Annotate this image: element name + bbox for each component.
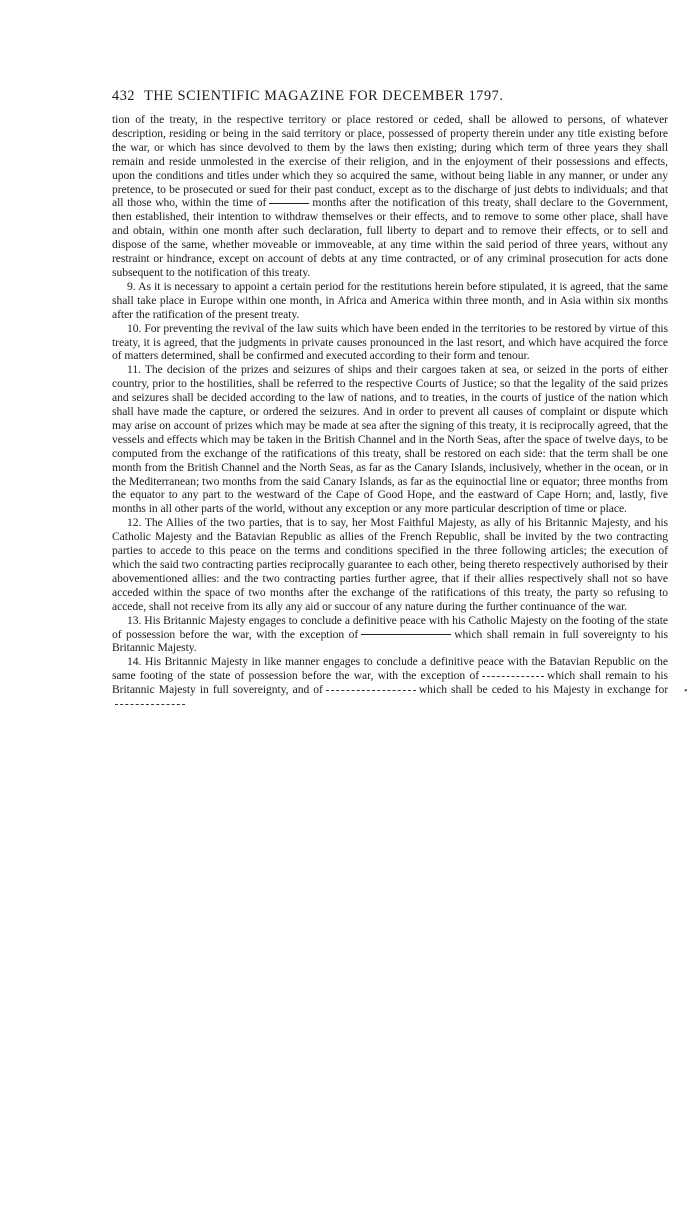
article-11: 11. The decision of the prizes and seizures of ships and their cargoes taken at sea, or seized in the ports of either country, prior to the hostilities, shall be referred to the respective Courts of Justice; so that the legality of the said prizes and seizures shall be decided according to the law of nations, and to treaties, in the courts of justice of the nation which shall have made the capture, or ordered the seizures. And in order to prevent all causes of complaint or dispute which may arise on account of prizes which may be made at sea after the signing of this treaty, it is reciprocally agreed, that the vessels and effects which may be taken in the British Channel and in the North Seas, after the space of twelve days, to be computed from the exchange of the ratifications of this treaty, shall be restored on each side: that the term shall be one month from the British Channel and the North Seas, as far as the Canary Islands, inclusively, whether in the ocean, or in the Mediterranean; two months from the said Canary Islands, as far as the equinoctial line or equator; three months from the equator to any part to the westward of the Cape of Good Hope, and the eastward of Cape Horn; and, lastly, five months in all other parts of the world, without any exception or any more particular description of time or place. — [112, 363, 668, 516]
blank-rule — [326, 690, 416, 691]
margin-dot: • — [684, 686, 688, 697]
document-page — [112, 88, 668, 711]
page-number: 432 — [112, 88, 136, 104]
article-13: 13. His Britannic Majesty engages to conclude a definitive peace with his Catholic Majesty on the footing of the state of possession before the war, with the exception of which shall remain in full sovereignty to his Britannic Majesty. — [112, 613, 669, 655]
article-12: 12. The Allies of the two parties, that is to say, her Most Faithful Majesty, as ally of his Britannic Majesty, and his Catholic Majesty and the Batavian Republic as allies of the French Republic, shall be invited by the two contracting parties to accede to this peace on the terms and conditions specified in the three following articles; the execution of which the said two contracting parties reciprocally guarantee to each other, being thereto respectively authorised by their abovementioned allies: and the two contracting parties further agree, that if their allies respectively shall not so have acceded within the space of two months after the exchange of the ratifications of this treaty, the party so refusing to accede, shall not receive from its ally any aid or succour of any nature during the further continuance of the war. — [112, 516, 668, 613]
running-header — [112, 88, 668, 105]
article-body — [112, 113, 668, 711]
paragraph-continued: tion of the treaty, in the respective territory or place restored or ceded, shall be allowed to persons, of whatever description, residing or being in the said territory or place, possessed of property therein under any title existing before the war, or which has since devolved to them by the laws then existing; during which term of three years they shall remain and reside unmolested in the exercise of their religion, and in the enjoyment of their possessions and effects, upon the conditions and titles under which they so acquired the same, without being liable in any manner, or under any pretence, to be prosecuted or sued for their past conduct, except as to the discharge of just debts to individuals; and that all those who, within the time of months after the notification of this treaty, shall declare to the Government, then established, their intention to withdraw themselves or their effects, and to remove to some other place, shall have and obtain, within one month after such declaration, full liberty to depart and to remove their effects, or to sell and dispose of the same, whether moveable or immoveable, at any time within the said period of three years, without any restraint or hindrance, except on account of debts at any time contracted, or of any criminal prosecution for acts done subsequent to the notification of this treaty. — [112, 113, 668, 279]
article-10: 10. For preventing the revival of the law suits which have been ended in the territories to be restored by virtue of this treaty, it is agreed, that the judgments in private causes pronounced in the last resort, and which have acquired the force of matters determined, shall be confirmed and executed according to their form and tenour. — [112, 321, 668, 363]
blank-rule — [361, 634, 451, 635]
article-14: 14. His Britannic Majesty in like manner engages to conclude a definitive peace with the Batavian Republic on the same footing of the state of possession before the war, with the exception of which shall remain to his Britannic Majesty in full sovereignty, and of which shall be ceded to his Majesty in exchange for — [112, 655, 668, 711]
blank-rule — [482, 676, 544, 677]
blank-rule — [115, 704, 185, 705]
article-9: 9. As it is necessary to appoint a certain period for the restitutions herein before stipulated, it is agreed, that the same shall take place in Europe within one month, in Africa and America within three month, and in Asia within six months after the ratification of the present treaty. — [112, 279, 668, 321]
blank-rule — [269, 203, 309, 204]
running-title: THE SCIENTIFIC MAGAZINE FOR DECEMBER 1797. — [144, 88, 504, 104]
